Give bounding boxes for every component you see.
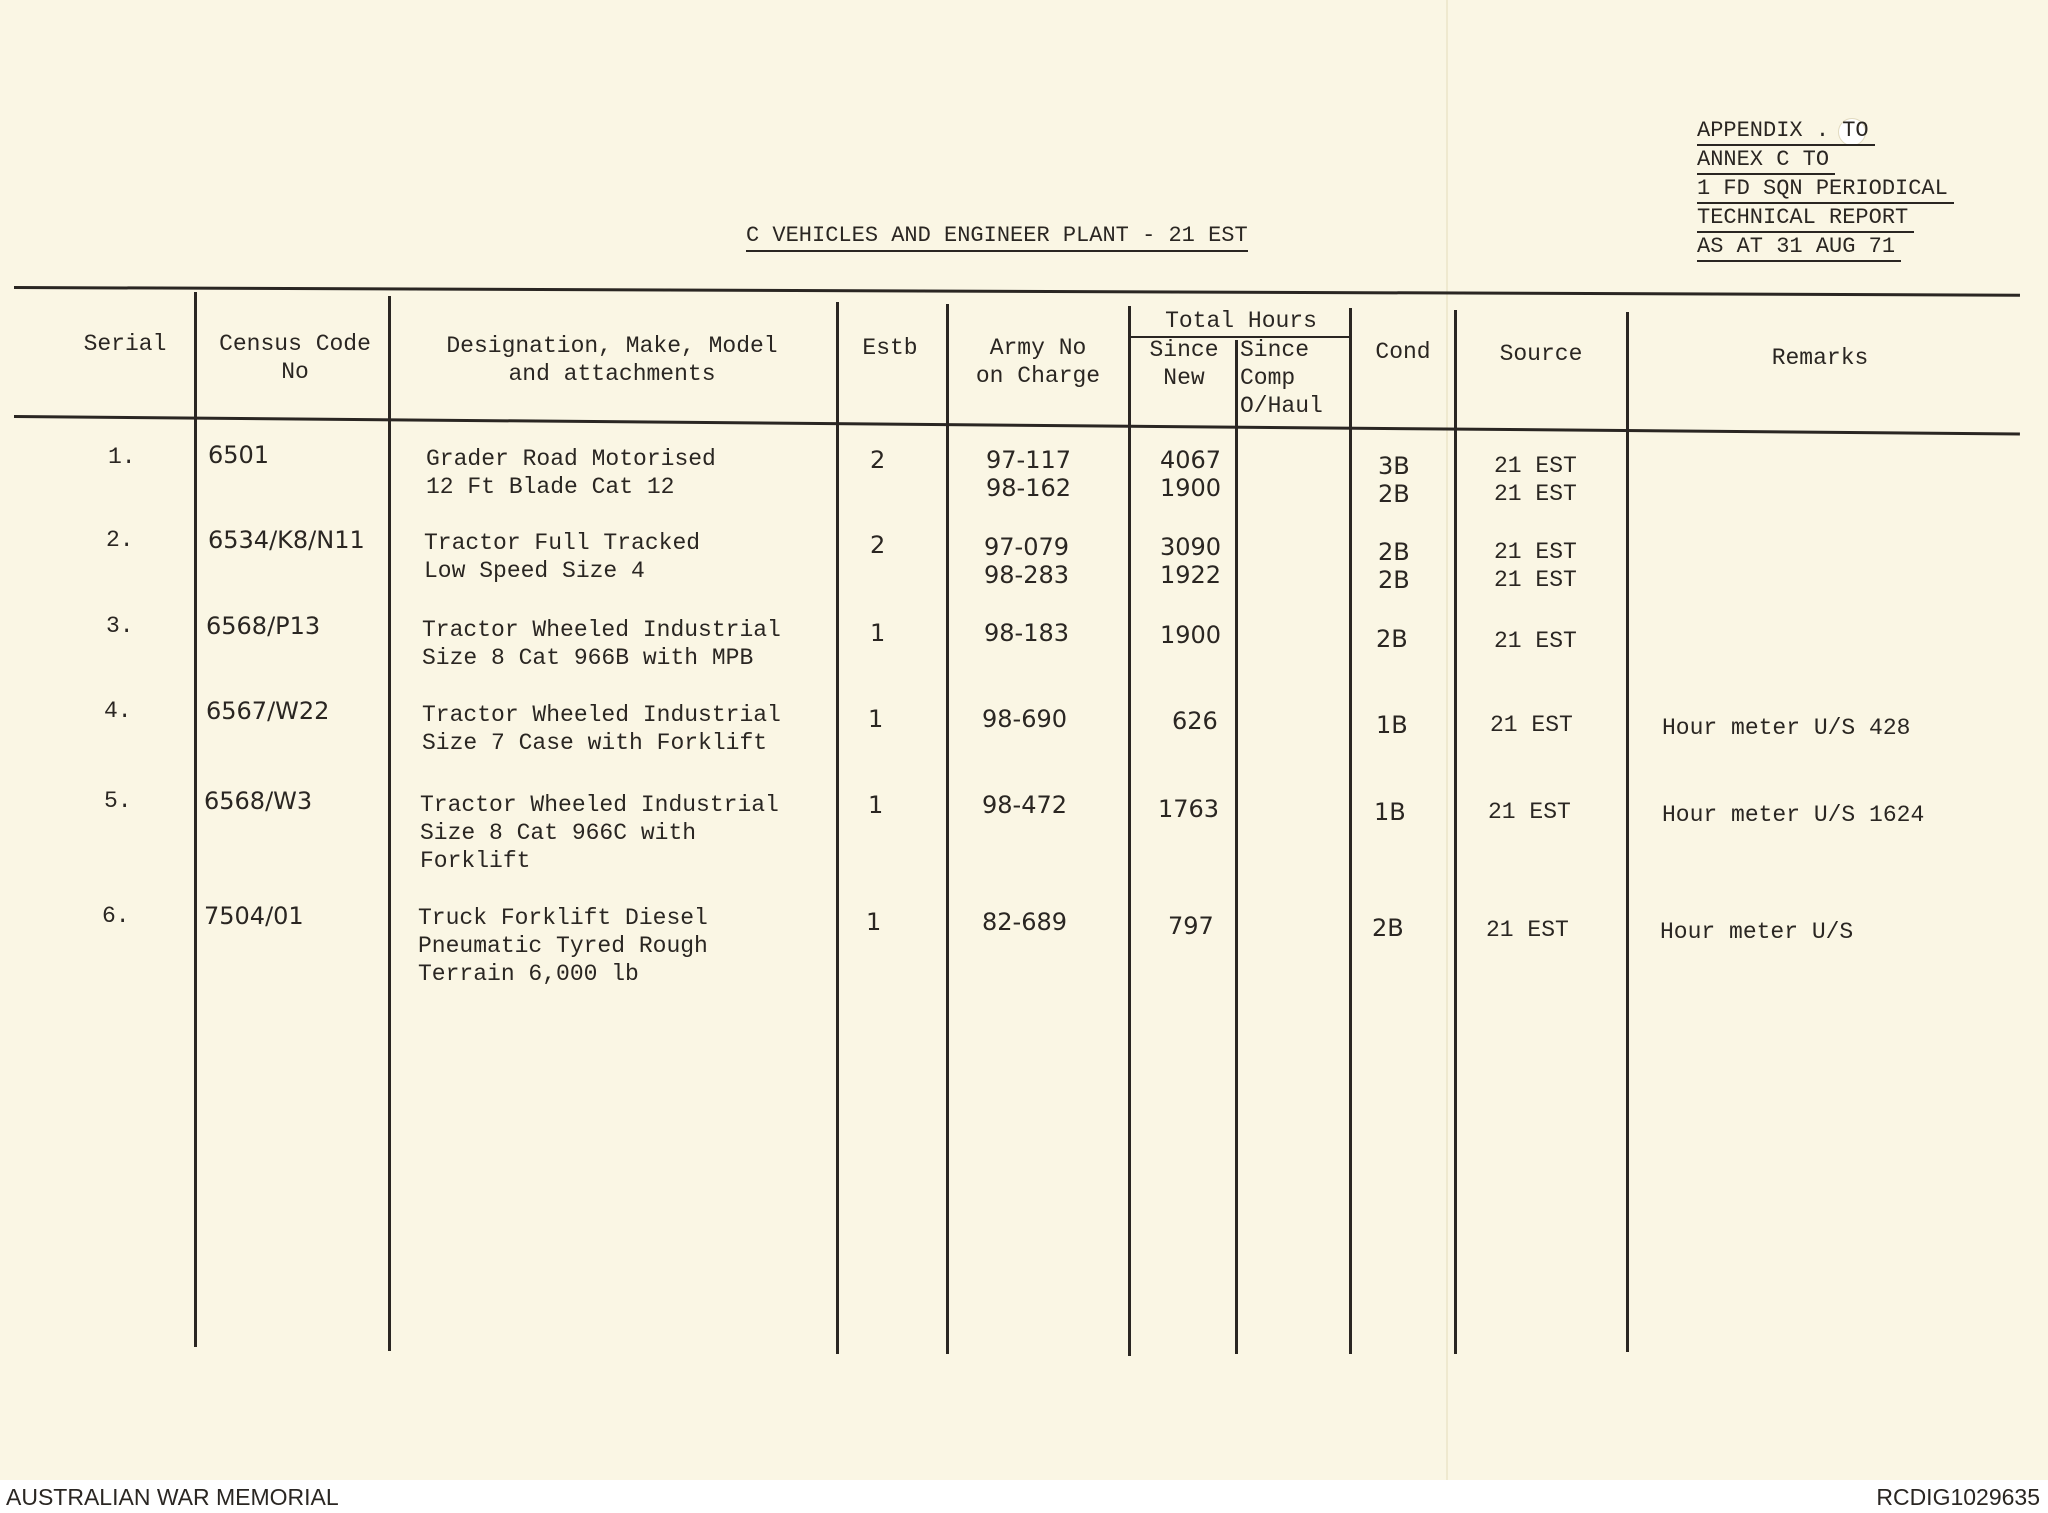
cell-census: 6568/P13 (206, 612, 321, 640)
appendix-line: AS AT 31 AUG 71 (1697, 233, 1901, 262)
header-designation: Designation, Make, Model and attachments (446, 333, 778, 387)
cell-cond: 2B (1372, 914, 1404, 942)
cell-estb: 1 (870, 619, 886, 647)
cell-remarks: Hour meter U/S 1624 (1662, 802, 1925, 828)
header-estb: Estb (862, 335, 918, 361)
cell-army-no: 98-183 (984, 619, 1070, 647)
table-top-rule (14, 286, 2020, 297)
page-fold (1446, 0, 1448, 1480)
archive-footer (0, 1480, 2048, 1513)
cell-census: 6534/K8/N11 (208, 526, 365, 554)
header-source: Source (1499, 341, 1583, 367)
column-rule (946, 304, 949, 1354)
cell-remarks: Hour meter U/S 428 (1662, 715, 1911, 741)
footer-record-id: RCDIG1029635 (1876, 1484, 2040, 1510)
cell-cond: 2B (1376, 625, 1408, 653)
header-since-new: Since New (1149, 337, 1219, 391)
page-title: C VEHICLES AND ENGINEER PLANT - 21 EST (746, 222, 1248, 252)
cell-serial: 2. (106, 527, 134, 553)
cell-estb: 1 (868, 791, 884, 819)
appendix-line: ANNEX C TO (1697, 146, 1835, 175)
cell-serial: 6. (102, 903, 130, 929)
cell-since-new: 1900 (1160, 621, 1222, 649)
cell-designation: Tractor Wheeled Industrial Size 7 Case with Forklift (422, 702, 781, 756)
column-rule (1454, 310, 1457, 1354)
cell-cond: 3B 2B (1378, 452, 1410, 508)
cell-serial: 3. (106, 613, 134, 639)
cell-designation: Grader Road Motorised 12 Ft Blade Cat 12 (426, 446, 716, 500)
cell-census: 6501 (208, 441, 270, 469)
header-census-code: Census Code No (219, 331, 371, 385)
cell-since-new: 1763 (1158, 795, 1220, 823)
cell-source: 21 EST 21 EST (1494, 539, 1577, 593)
cell-since-new: 797 (1168, 912, 1214, 940)
cell-estb: 2 (870, 446, 886, 474)
cell-designation: Tractor Wheeled Industrial Size 8 Cat 966C with Forklift (420, 792, 779, 874)
cell-since-new: 3090 1922 (1160, 533, 1222, 589)
cell-estb: 1 (866, 908, 882, 936)
cell-cond: 1B (1374, 798, 1406, 826)
column-rule (836, 302, 839, 1354)
cell-army-no: 98-690 (982, 705, 1068, 733)
column-rule (194, 292, 197, 1347)
cell-census: 7504/01 (204, 902, 304, 930)
cell-serial: 5. (104, 788, 132, 814)
cell-army-no: 97-079 98-283 (984, 533, 1070, 589)
cell-cond: 1B (1376, 711, 1408, 739)
appendix-line: TECHNICAL REPORT (1697, 204, 1914, 233)
cell-source: 21 EST (1494, 628, 1577, 654)
cell-army-no: 97-117 98-162 (986, 446, 1072, 502)
header-remarks: Remarks (1771, 345, 1869, 371)
cell-estb: 1 (868, 705, 884, 733)
appendix-line: 1 FD SQN PERIODICAL (1697, 175, 1954, 204)
appendix-line: APPENDIX . TO (1697, 117, 1875, 146)
cell-estb: 2 (870, 531, 886, 559)
appendix-reference (1697, 116, 1954, 261)
column-rule (1235, 340, 1238, 1354)
cell-since-new: 4067 1900 (1160, 446, 1222, 502)
cell-designation: Truck Forklift Diesel Pneumatic Tyred Rough Terrain 6,000 lb (418, 905, 708, 987)
cell-cond: 2B 2B (1378, 538, 1410, 594)
cell-serial: 1. (108, 444, 136, 470)
cell-census: 6568/W3 (204, 787, 313, 815)
header-serial: Serial (83, 331, 167, 357)
header-cond: Cond (1375, 339, 1431, 365)
column-rule (1626, 312, 1629, 1352)
header-army-no: Army No on Charge (975, 335, 1101, 389)
header-since-comp: Since Comp O/Haul (1240, 337, 1323, 419)
header-bottom-rule (14, 415, 2020, 436)
header-total-hours: Total Hours (1165, 308, 1317, 334)
cell-remarks: Hour meter U/S (1660, 919, 1854, 945)
cell-army-no: 82-689 (982, 908, 1068, 936)
footer-institution: AUSTRALIAN WAR MEMORIAL (6, 1484, 339, 1510)
column-rule (388, 296, 391, 1351)
cell-army-no: 98-472 (982, 791, 1068, 819)
cell-designation: Tractor Wheeled Industrial Size 8 Cat 966B with MPB (422, 617, 781, 671)
cell-since-new: 626 (1172, 707, 1218, 735)
cell-designation: Tractor Full Tracked Low Speed Size 4 (424, 530, 701, 584)
cell-source: 21 EST (1490, 712, 1573, 738)
cell-source: 21 EST 21 EST (1494, 453, 1577, 507)
column-rule (1128, 306, 1131, 1356)
cell-source: 21 EST (1488, 799, 1571, 825)
column-rule (1349, 308, 1352, 1354)
cell-source: 21 EST (1486, 917, 1569, 943)
cell-census: 6567/W22 (206, 697, 330, 725)
cell-serial: 4. (104, 698, 132, 724)
